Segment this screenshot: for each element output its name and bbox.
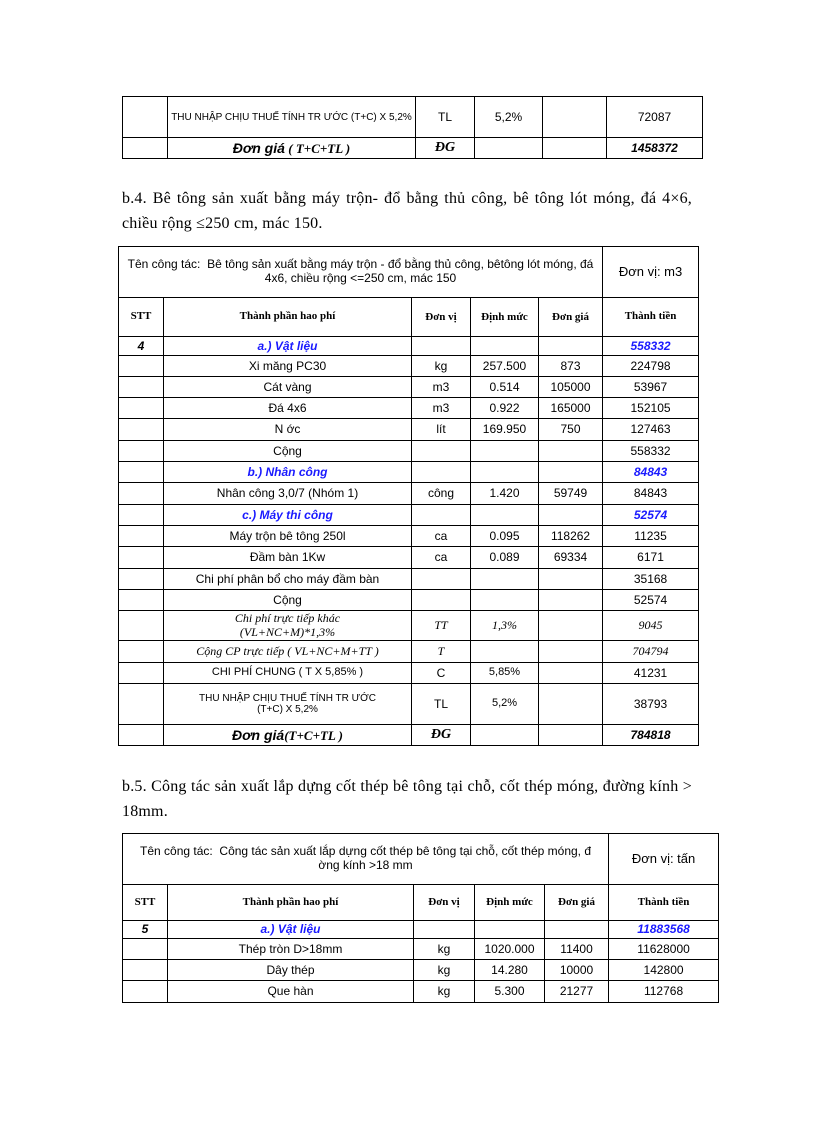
row-total: 224798 bbox=[603, 356, 699, 377]
table-row: THU NHẬP CHỊU THUẾ TÍNH TR ƯỚC (T+C) X 5,2% TL 5,2% 38793 bbox=[119, 684, 699, 725]
table-row bbox=[119, 462, 699, 483]
header-unit: Đơn vị bbox=[414, 885, 475, 921]
table-row: Chi phí trực tiếp khác (VL+NC+M)*1,3% TT 1,3% 9045 bbox=[119, 611, 699, 641]
row-unit: TL bbox=[416, 97, 475, 138]
row-name: THU NHẬP CHỊU THUẾ TÍNH TR ƯỚC (T+C) X 5,2% bbox=[164, 684, 412, 725]
header-stt: STT bbox=[119, 298, 164, 337]
row-total: 41231 bbox=[603, 663, 699, 684]
table-row: Đá 4x6 m3 0.922 165000 152105 bbox=[119, 398, 699, 419]
row-total: 38793 bbox=[603, 684, 699, 725]
row-name: c.) Máy thi công bbox=[164, 505, 412, 526]
header-norm: Định mức bbox=[471, 298, 539, 337]
task-title: Tên công tác: Bê tông sản xuất bằng máy trộn - đổ bằng thủ công, bêtông lót móng, đá 4x6, chiều rộng <=250 cm, mác 150 bbox=[119, 247, 603, 298]
section-heading-b4: b.4. Bê tông sản xuất bằng máy trộn- đổ bằng thủ công, bê tông lót móng, đá 4×6, chiều rộng ≤250 cm, mác 150. bbox=[122, 190, 692, 232]
section-heading-b5: b.5. Công tác sản xuất lắp dựng cốt thép bê tông tại chỗ, cốt thép móng, đường kính > 18mm. bbox=[122, 778, 692, 820]
row-name: Cộng bbox=[164, 441, 412, 462]
table-row: Xi măng PC30 kg 257.500 873 224798 bbox=[119, 356, 699, 377]
row-total: 11628000 bbox=[609, 939, 719, 960]
row-total: 52574 bbox=[603, 505, 699, 526]
table-row: Đơn giá(T+C+TL ) ĐG 784818 bbox=[119, 725, 699, 746]
header-unit: Đơn vị bbox=[412, 298, 471, 337]
row-total: 9045 bbox=[603, 611, 699, 641]
row-name: Que hàn bbox=[168, 981, 414, 1003]
row-name: Thép tròn D>18mm bbox=[168, 939, 414, 960]
row-total: 11883568 bbox=[609, 921, 719, 939]
table-3 bbox=[122, 833, 719, 1003]
row-name: Máy trộn bê tông 250l bbox=[164, 526, 412, 547]
row-total: 127463 bbox=[603, 419, 699, 441]
table-row: Cát vàng m3 0.514 105000 53967 bbox=[119, 377, 699, 398]
table-header-row bbox=[123, 885, 719, 921]
table-row bbox=[123, 97, 703, 138]
row-total: 84843 bbox=[603, 462, 699, 483]
row-name: Cát vàng bbox=[164, 377, 412, 398]
row-price bbox=[543, 138, 607, 159]
row-name: Dây thép bbox=[168, 960, 414, 981]
table-row bbox=[119, 337, 699, 356]
row-name: Đơn giá ( T+C+TL ) bbox=[168, 138, 416, 159]
table-row bbox=[119, 505, 699, 526]
table-row bbox=[119, 441, 699, 462]
row-total: 53967 bbox=[603, 377, 699, 398]
row-name: Đơn giá(T+C+TL ) bbox=[164, 725, 412, 746]
row-total: 6171 bbox=[603, 547, 699, 569]
header-stt: STT bbox=[123, 885, 168, 921]
table-row: Nhân công 3,0/7 (Nhóm 1) công 1.420 59749 84843 bbox=[119, 483, 699, 505]
row-total: 72087 bbox=[607, 97, 703, 138]
row-name: Xi măng PC30 bbox=[164, 356, 412, 377]
table-row: Thép tròn D>18mm kg 1020.000 11400 11628000 bbox=[123, 939, 719, 960]
header-price: Đơn giá bbox=[539, 298, 603, 337]
task-title: Tên công tác: Công tác sản xuất lắp dựng cốt thép bê tông tại chỗ, cốt thép móng, đ ờng kính >18 mm bbox=[123, 834, 609, 885]
row-name: a.) Vật liệu bbox=[168, 921, 414, 939]
table-row: Cộng CP trực tiếp ( VL+NC+M+TT ) T 704794 bbox=[119, 641, 699, 663]
row-name: Đá 4x6 bbox=[164, 398, 412, 419]
row-name: Chi phí trực tiếp khác (VL+NC+M)*1,3% bbox=[164, 611, 412, 641]
table-row: Que hàn kg 5.300 21277 112768 bbox=[123, 981, 719, 1003]
row-name: THU NHẬP CHỊU THUẾ TÍNH TR ƯỚC (T+C) X 5,2% bbox=[168, 97, 416, 138]
row-total: 84843 bbox=[603, 483, 699, 505]
row-name: Nhân công 3,0/7 (Nhóm 1) bbox=[164, 483, 412, 505]
header-total: Thành tiền bbox=[603, 298, 699, 337]
row-total: 558332 bbox=[603, 337, 699, 356]
row-total: 35168 bbox=[603, 569, 699, 590]
row-norm bbox=[475, 138, 543, 159]
header-price: Đơn giá bbox=[545, 885, 609, 921]
table-row bbox=[119, 569, 699, 590]
row-price bbox=[543, 97, 607, 138]
row-name: Cộng CP trực tiếp ( VL+NC+M+TT ) bbox=[164, 641, 412, 663]
row-name: Đầm bàn 1Kw bbox=[164, 547, 412, 569]
header-norm: Định mức bbox=[475, 885, 545, 921]
table-row bbox=[123, 921, 719, 939]
row-total: 704794 bbox=[603, 641, 699, 663]
row-total: 1458372 bbox=[607, 138, 703, 159]
table-1 bbox=[122, 96, 703, 159]
table-row: Đầm bàn 1Kw ca 0.089 69334 6171 bbox=[119, 547, 699, 569]
header-name: Thành phần hao phí bbox=[164, 298, 412, 337]
table-title-row bbox=[119, 247, 699, 298]
row-total: 784818 bbox=[603, 725, 699, 746]
table-row: Máy trộn bê tông 250l ca 0.095 118262 11235 bbox=[119, 526, 699, 547]
row-stt: 5 bbox=[123, 921, 168, 939]
row-total: 558332 bbox=[603, 441, 699, 462]
table-row: Dây thép kg 14.280 10000 142800 bbox=[123, 960, 719, 981]
table-row bbox=[119, 590, 699, 611]
row-total: 152105 bbox=[603, 398, 699, 419]
task-unit: Đơn vị: m3 bbox=[603, 247, 699, 298]
row-name: N ớc bbox=[164, 419, 412, 441]
row-name: a.) Vật liệu bbox=[164, 337, 412, 356]
row-name: Chi phí phân bổ cho máy đầm bàn bbox=[164, 569, 412, 590]
row-name: Cộng bbox=[164, 590, 412, 611]
row-stt: 4 bbox=[119, 337, 164, 356]
header-name: Thành phần hao phí bbox=[168, 885, 414, 921]
table-row: N ớc lít 169.950 750 127463 bbox=[119, 419, 699, 441]
table-2 bbox=[118, 246, 699, 746]
table-row bbox=[123, 138, 703, 159]
row-total: 52574 bbox=[603, 590, 699, 611]
row-total: 11235 bbox=[603, 526, 699, 547]
table-row: CHI PHÍ CHUNG ( T X 5,85% ) C 5,85% 41231 bbox=[119, 663, 699, 684]
row-name: b.) Nhân công bbox=[164, 462, 412, 483]
header-total: Thành tiền bbox=[609, 885, 719, 921]
task-unit: Đơn vị: tấn bbox=[609, 834, 719, 885]
table-title-row bbox=[123, 834, 719, 885]
row-norm: 5,2% bbox=[475, 97, 543, 138]
row-unit: ĐG bbox=[416, 138, 475, 159]
row-total: 142800 bbox=[609, 960, 719, 981]
row-name: CHI PHÍ CHUNG ( T X 5,85% ) bbox=[164, 663, 412, 684]
row-total: 112768 bbox=[609, 981, 719, 1003]
table-header-row bbox=[119, 298, 699, 337]
